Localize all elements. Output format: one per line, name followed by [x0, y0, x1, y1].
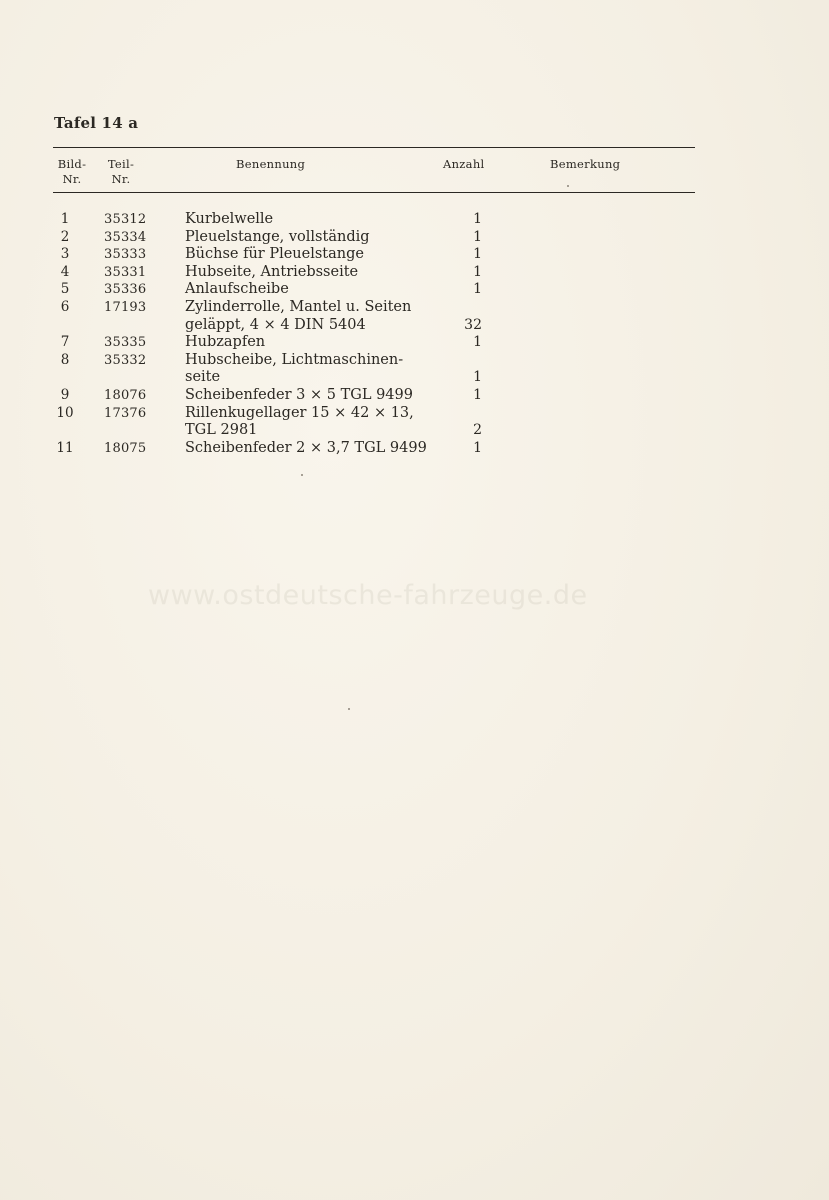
cell-benennung [185, 387, 475, 405]
cell-anzahl: 1 [473, 439, 482, 456]
cell-benennung [185, 264, 475, 282]
cell-bild-nr: 6 [60, 298, 70, 315]
cell-bild-nr: 5 [60, 281, 70, 298]
cell-anzahl: 1 [473, 211, 482, 227]
cell-teil-nr: 17376 [104, 405, 147, 421]
header-bild-line-1: Bild- [57, 157, 87, 171]
cell-teil-nr: 35312 [104, 212, 147, 227]
paper-speck [567, 185, 569, 187]
cell-teil-nr: 35334 [104, 229, 147, 245]
table-row [0, 299, 829, 334]
cell-teil-nr: 35332 [104, 352, 147, 368]
cell-anzahl: 1 [473, 334, 482, 351]
cell-bild-nr: 3 [60, 246, 70, 263]
benennung-line: Zylinderrolle, Mantel u. Seiten [185, 298, 412, 315]
cell-bild-nr: 2 [60, 228, 70, 245]
benennung-line: Kurbelwelle [185, 211, 274, 227]
benennung-line: TGL 2981 [185, 422, 258, 439]
cell-bild-nr: 8 [60, 351, 70, 368]
table-row [0, 211, 829, 229]
benennung-line: seite [185, 369, 221, 386]
cell-anzahl: 1 [473, 369, 482, 386]
cell-anzahl: 32 [464, 316, 482, 333]
cell-benennung [185, 334, 475, 352]
cell-teil-nr: 35335 [104, 335, 147, 351]
table-row [0, 405, 829, 440]
cell-benennung [185, 352, 475, 387]
benennung-line: Rillenkugellager 15 ⨯ 42 ⨯ 13, [185, 404, 414, 421]
benennung-line: Hubseite, Antriebsseite [185, 263, 359, 280]
cell-anzahl: 2 [473, 422, 482, 439]
benennung-line: Anlaufscheibe [185, 281, 289, 298]
table-row [0, 246, 829, 264]
cell-benennung [185, 281, 475, 299]
cell-benennung [185, 405, 475, 440]
cell-benennung [185, 440, 475, 458]
header-bild-nr [50, 157, 94, 187]
cell-anzahl: 1 [473, 386, 482, 403]
cell-teil-nr: 17193 [104, 299, 147, 315]
table-row [0, 229, 829, 247]
benennung-line: Pleuelstange, vollständig [185, 228, 370, 245]
table-row [0, 352, 829, 387]
cell-benennung [185, 246, 475, 264]
table-row [0, 281, 829, 299]
cell-teil-nr: 35336 [104, 282, 147, 298]
header-benennung: Benennung [236, 157, 306, 171]
table-row [0, 334, 829, 352]
cell-bild-nr: 4 [60, 263, 70, 280]
table-row [0, 440, 829, 458]
benennung-line: Büchse für Pleuelstange [185, 246, 364, 263]
cell-bild-nr: 7 [60, 334, 70, 351]
parts-table-body [0, 211, 829, 457]
cell-anzahl: 1 [473, 263, 482, 280]
header-teil-line-2: Nr. [111, 172, 131, 186]
table-header-rule [53, 192, 695, 193]
cell-teil-nr: 35331 [104, 264, 147, 280]
benennung-line: Hubscheibe, Lichtmaschinen- [185, 351, 404, 368]
header-bemerkung: Bemerkung [550, 157, 621, 171]
cell-bild-nr: 11 [56, 439, 74, 456]
paper-speck [348, 708, 350, 710]
page-title: Tafel 14 a [54, 114, 139, 132]
benennung-line: Scheibenfeder 3 ⨯ 5 TGL 9499 [185, 386, 413, 403]
table-row [0, 264, 829, 282]
header-anzahl: Anzahl [443, 157, 485, 171]
header-teil-line-1: Teil- [107, 157, 135, 171]
cell-teil-nr: 18075 [104, 440, 147, 456]
paper-speck [301, 474, 303, 476]
table-row [0, 387, 829, 405]
cell-benennung [185, 211, 475, 229]
cell-anzahl: 1 [473, 281, 482, 298]
header-teil-nr [99, 157, 143, 187]
watermark: www.ostdeutsche-fahrzeuge.de [148, 580, 588, 611]
benennung-line: Scheibenfeder 2 ⨯ 3,7 TGL 9499 [185, 439, 427, 456]
table-top-rule [53, 147, 695, 148]
benennung-line: Hubzapfen [185, 334, 266, 351]
cell-benennung [185, 229, 475, 247]
cell-teil-nr: 18076 [104, 387, 147, 403]
cell-bild-nr: 10 [56, 404, 74, 421]
benennung-line: geläppt, 4 ⨯ 4 DIN 5404 [185, 316, 366, 333]
cell-anzahl: 1 [473, 228, 482, 245]
cell-anzahl: 1 [473, 246, 482, 263]
cell-bild-nr: 1 [60, 211, 70, 227]
cell-teil-nr: 35333 [104, 247, 147, 263]
cell-benennung [185, 299, 475, 334]
header-bild-line-2: Nr. [62, 172, 82, 186]
cell-bild-nr: 9 [60, 386, 70, 403]
